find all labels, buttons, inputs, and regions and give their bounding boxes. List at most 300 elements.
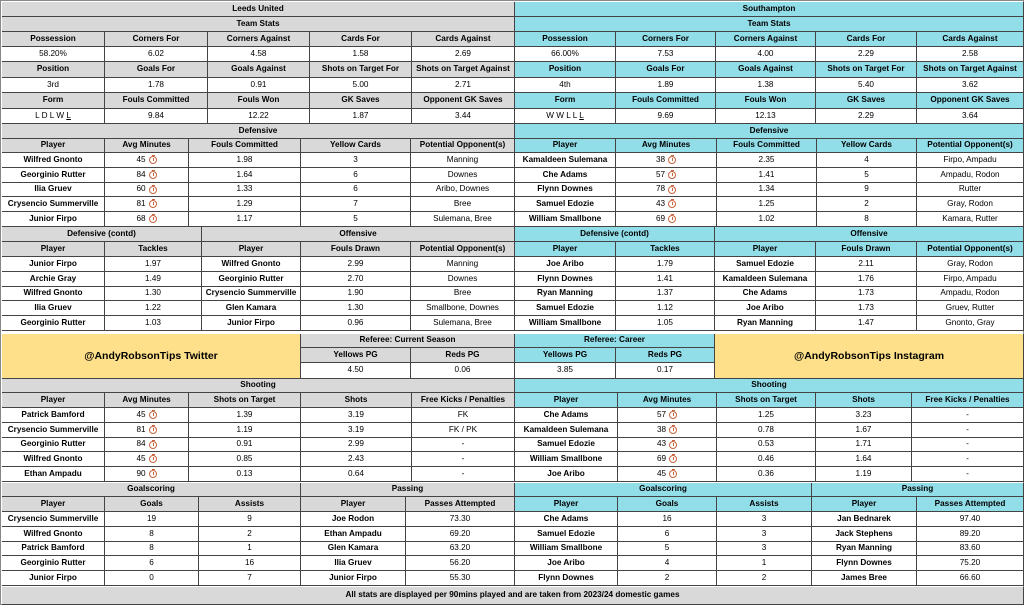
- southampton-shooting-cell: [515, 467, 618, 482]
- leeds-offensive-cell: [411, 316, 515, 331]
- leeds-defensive-cell-text: 1.29: [236, 198, 253, 208]
- leeds-shooting-header: [301, 393, 412, 408]
- leeds-shooting-header: [412, 393, 515, 408]
- southampton-defensive-cell-text: 8: [864, 213, 869, 223]
- leeds-defensive-cell: [2, 197, 105, 212]
- leeds-offensive-cell-text: Smallbone, Downes: [426, 302, 499, 312]
- leeds-stat-header: [208, 62, 310, 78]
- leeds-goalscoring-title: [2, 483, 301, 497]
- southampton-goalscoring-header: [515, 497, 618, 512]
- leeds-passing-cell-text: Ilia Gruev: [334, 557, 372, 567]
- leeds-stat-value: [208, 47, 310, 62]
- leeds-form: [2, 109, 105, 124]
- leeds-offensive-header-text: Fouls Drawn: [330, 243, 381, 253]
- twitter-promo-text: @AndyRobsonTips Twitter: [84, 349, 218, 362]
- referee-header-text: Yellows PG: [542, 349, 588, 359]
- leeds-defensive-cell-text: 6: [353, 184, 358, 194]
- southampton-stat-header-text: Shots on Target For: [827, 64, 905, 74]
- southampton-stat-header-text: Opponent GK Saves: [930, 95, 1010, 105]
- leeds-shooting-cell: [2, 423, 105, 438]
- leeds-shooting-title-text: Shooting: [240, 380, 276, 390]
- southampton-offensive-cell-text: Samuel Edozie: [736, 258, 794, 268]
- leeds-passing-cell-text: Junior Firpo: [329, 572, 377, 582]
- leeds-offensive-cell-text: Glen Kamara: [225, 302, 277, 312]
- stopwatch-icon: [149, 455, 157, 463]
- leeds-shooting-cell: [301, 423, 412, 438]
- southampton-offensive-header-text: Player: [752, 243, 778, 253]
- southampton-defensive-cell-text: 5: [864, 169, 869, 179]
- southampton-stat-value-text: 1.89: [657, 79, 674, 89]
- leeds-stat-header-text: Cards Against: [435, 33, 491, 43]
- leeds-offensive-cell: [202, 287, 301, 301]
- leeds-passing-cell-text: Joe Rodon: [331, 513, 375, 523]
- leeds-offensive-cell-text: 2.99: [347, 258, 364, 268]
- leeds-offensive-cell: [301, 301, 411, 316]
- southampton-offensive-cell-text: 1.73: [858, 288, 874, 298]
- southampton-stat-value-text: 5.40: [858, 79, 874, 89]
- leeds-stat-value-text: 6.02: [148, 48, 164, 58]
- leeds-offensive-cell: [411, 287, 515, 301]
- southampton-defensive-cell-text: Gray, Rodon: [947, 198, 993, 208]
- leeds-offensive-cell-text: 1.30: [347, 302, 364, 312]
- leeds-defensive-cell-text: 6: [353, 169, 358, 179]
- leeds-defensive-cell: [411, 183, 515, 197]
- southampton-def-contd-cell-text: Joe Aribo: [546, 258, 584, 268]
- twitter-promo: [2, 334, 301, 379]
- southampton-stat-header-text: Cards Against: [942, 33, 998, 43]
- leeds-offensive-cell: [411, 272, 515, 287]
- leeds-goalscoring-cell-text: 8: [149, 528, 154, 538]
- leeds-shooting-cell-text: 2.43: [348, 453, 364, 463]
- leeds-defensive-cell-text: 3: [353, 154, 358, 164]
- leeds-offensive-cell-text: Georginio Rutter: [218, 273, 284, 283]
- leeds-offensive-cell: [202, 301, 301, 316]
- leeds-defensive-cell-text: 81: [136, 198, 146, 208]
- leeds-defensive-cell: [301, 153, 411, 168]
- southampton-passing-cell-text: Jack Stephens: [835, 528, 893, 538]
- leeds-defensive-cell: [2, 212, 105, 227]
- leeds-shooting-cell: [105, 467, 189, 482]
- leeds-shooting-header-text: Shots: [344, 394, 368, 404]
- southampton-defensive-header-text: Avg Minutes: [641, 140, 691, 150]
- southampton-defensive-header-text: Player: [552, 140, 578, 150]
- leeds-defensive-header: [301, 139, 411, 153]
- leeds-offensive-cell: [411, 301, 515, 316]
- southampton-defensive-cell: [515, 212, 616, 227]
- southampton-stat-header-text: GK Saves: [846, 95, 886, 105]
- leeds-defensive-cell-text: 5: [353, 213, 358, 223]
- referee-value-text: 4.50: [347, 365, 364, 375]
- southampton-stat-value-text: 2.29: [858, 48, 874, 58]
- southampton-goalscoring-header-text: Player: [553, 498, 579, 508]
- leeds-def-contd-cell: [105, 272, 202, 287]
- southampton-passing-cell-text: 75.20: [959, 557, 981, 567]
- southampton-defensive-cell-text: Ampadu, Rodon: [940, 169, 1000, 179]
- southampton-stat-value-text: 12.13: [755, 110, 776, 120]
- southampton-offensive-cell: [816, 301, 917, 316]
- stopwatch-icon: [149, 156, 157, 164]
- southampton-passing-cell-text: Jan Bednarek: [837, 513, 891, 523]
- southampton-passing-cell-text: Ryan Manning: [836, 543, 892, 553]
- southampton-stat-header: [917, 62, 1024, 78]
- leeds-shooting-cell-text: 0.13: [236, 468, 253, 478]
- leeds-shooting-cell: [189, 408, 301, 423]
- southampton-defensive-cell: [917, 153, 1024, 168]
- southampton-goalscoring-header: [618, 497, 717, 512]
- referee-value-text: 3.85: [557, 365, 573, 375]
- southampton-defensive-cell-text: 9: [864, 184, 869, 194]
- southampton-stat-header-text: Corners For: [642, 33, 689, 43]
- southampton-defensive-header-text: Potential Opponent(s): [927, 140, 1013, 150]
- southampton-offensive-header: [816, 242, 917, 257]
- stopwatch-icon: [149, 215, 157, 223]
- leeds-defensive-cell-text: 84: [136, 169, 146, 179]
- southampton-goalscoring-cell-text: 1: [761, 557, 767, 567]
- southampton-shooting-cell: [816, 438, 912, 452]
- southampton-shooting-header-text: Player: [553, 394, 579, 404]
- leeds-stat-header: [412, 32, 515, 47]
- southampton-defensive-cell: [717, 168, 817, 183]
- leeds-offensive-cell-text: 1.90: [347, 288, 364, 298]
- leeds-stat-value-text: 2.71: [455, 79, 471, 89]
- southampton-offensive-cell: [715, 301, 816, 316]
- leeds-defensive-header: [411, 139, 515, 153]
- southampton-stat-header-text: Possession: [542, 33, 588, 43]
- leeds-defensive-cell-text: 60: [136, 184, 146, 194]
- southampton-shooting-cell-text: 0.78: [758, 424, 774, 434]
- leeds-passing-cell: [406, 571, 515, 586]
- southampton-def-contd-cell: [515, 301, 616, 316]
- leeds-stat-value-text: 2.69: [455, 48, 471, 58]
- southampton-passing-cell-text: 83.60: [959, 543, 981, 553]
- southampton-shooting-cell-text: 3.23: [855, 409, 872, 419]
- leeds-team-stats-title: [2, 17, 515, 32]
- southampton-def-contd-cell-text: Samuel Edozie: [536, 302, 594, 312]
- leeds-stat-value: [105, 109, 208, 124]
- southampton-shooting-cell-text: 1.64: [855, 453, 872, 463]
- leeds-defensive-cell-text: 45: [136, 154, 146, 164]
- leeds-shooting-cell-text: 1.19: [236, 424, 253, 434]
- leeds-goalscoring-header: [199, 497, 301, 512]
- leeds-shooting-cell: [2, 452, 105, 467]
- stopwatch-icon: [669, 426, 677, 434]
- southampton-def-contd-header: [515, 242, 616, 257]
- southampton-team-title-text: Southampton: [742, 3, 796, 13]
- leeds-offensive-cell: [411, 257, 515, 272]
- southampton-defensive-cell: [515, 197, 616, 212]
- leeds-stat-header-text: Shots on Target Against: [416, 64, 510, 74]
- southampton-shooting-cell-text: 1.71: [855, 439, 872, 449]
- leeds-defensive-cell-text: 1.64: [236, 169, 253, 179]
- leeds-shooting-header-text: Shots on Target: [213, 394, 276, 404]
- leeds-shooting-cell-text: 0.64: [348, 468, 364, 478]
- southampton-offensive-cell-text: 1.76: [858, 273, 874, 283]
- leeds-stat-value-text: 1.58: [352, 48, 369, 58]
- leeds-shooting-cell: [412, 423, 515, 438]
- southampton-shooting-cell: [717, 408, 816, 423]
- southampton-goalscoring-cell: [717, 556, 812, 571]
- leeds-offensive-header: [411, 242, 515, 257]
- leeds-defensive-header-text: Potential Opponent(s): [419, 140, 506, 150]
- southampton-offensive-cell: [917, 316, 1024, 331]
- southampton-goalscoring-cell-text: William Smallbone: [529, 543, 603, 553]
- leeds-def-contd-cell-text: 1.97: [145, 258, 161, 268]
- leeds-defensive-cell-text: Aribo, Downes: [435, 184, 490, 194]
- southampton-shooting-cell: [515, 423, 618, 438]
- leeds-defensive-title-text: Defensive: [238, 125, 278, 135]
- southampton-goalscoring-cell-text: 16: [662, 513, 672, 523]
- southampton-passing-cell: [812, 527, 917, 542]
- leeds-stat-header: [2, 62, 105, 78]
- stopwatch-icon: [149, 411, 157, 419]
- southampton-shooting-cell: [816, 408, 912, 423]
- southampton-def-contd-title-text: Defensive (contd): [580, 228, 649, 238]
- leeds-goalscoring-header-text: Assists: [234, 498, 265, 508]
- southampton-goalscoring-cell: [515, 542, 618, 556]
- southampton-defensive-header: [616, 139, 717, 153]
- leeds-shooting-cell-text: 0.91: [236, 439, 253, 449]
- leeds-def-contd-header: [105, 242, 202, 257]
- southampton-shooting-cell-text: 0.46: [758, 453, 774, 463]
- leeds-stat-header: [208, 93, 310, 109]
- leeds-offensive-cell: [301, 272, 411, 287]
- southampton-goalscoring-cell-text: Joe Aribo: [547, 557, 585, 567]
- southampton-passing-cell: [812, 542, 917, 556]
- leeds-stat-value-text: 9.84: [148, 110, 164, 120]
- southampton-defensive-cell-text: 1.41: [758, 169, 775, 179]
- referee-value: [515, 363, 616, 379]
- southampton-defensive-cell: [917, 168, 1024, 183]
- southampton-shooting-header: [912, 393, 1024, 408]
- southampton-stat-value-text: 1.38: [757, 79, 774, 89]
- southampton-stat-value: [917, 109, 1024, 124]
- stopwatch-icon: [668, 215, 676, 223]
- southampton-goalscoring-cell-text: 4: [664, 557, 670, 567]
- leeds-stat-value: [310, 47, 412, 62]
- leeds-offensive-cell-text: Wilfred Gnonto: [221, 258, 281, 268]
- leeds-offensive-header: [301, 242, 411, 257]
- leeds-goalscoring-header-text: Goals: [140, 498, 163, 508]
- leeds-shooting-cell: [412, 408, 515, 423]
- southampton-stat-value-text: 3.64: [962, 110, 978, 120]
- southampton-team-stats-title-text: Team Stats: [747, 18, 791, 28]
- leeds-shooting-cell-text: Patrick Bamford: [21, 409, 85, 419]
- southampton-shooting-cell: [618, 452, 717, 467]
- southampton-goalscoring-cell: [618, 527, 717, 542]
- leeds-shooting-cell-text: -: [461, 453, 465, 463]
- leeds-defensive-cell-text: 1.33: [236, 184, 253, 194]
- leeds-goalscoring-cell-text: Wilfred Gnonto: [23, 528, 83, 538]
- southampton-stat-header-text: Form: [554, 95, 576, 105]
- southampton-offensive-cell: [816, 316, 917, 331]
- leeds-goalscoring-cell-text: 0: [149, 572, 154, 582]
- southampton-stat-value-text: 9.69: [657, 110, 674, 120]
- southampton-passing-cell-text: 97.40: [959, 513, 981, 523]
- southampton-offensive-header-text: Fouls Drawn: [841, 243, 891, 253]
- southampton-stat-header: [515, 62, 616, 78]
- southampton-stat-value: [917, 78, 1024, 93]
- southampton-stat-header-text: Cards For: [846, 33, 886, 43]
- southampton-def-contd-cell-text: 1.12: [657, 302, 673, 312]
- southampton-goalscoring-cell-text: Che Adams: [543, 513, 589, 523]
- leeds-defensive-cell: [301, 168, 411, 183]
- stopwatch-icon: [149, 470, 157, 478]
- leeds-shooting-cell-text: FK: [457, 409, 469, 419]
- leeds-passing-cell-text: Glen Kamara: [327, 543, 379, 553]
- southampton-passing-cell: [812, 556, 917, 571]
- stopwatch-icon: [149, 426, 157, 434]
- southampton-defensive-cell: [817, 197, 917, 212]
- southampton-stat-header-text: Corners Against: [733, 33, 798, 43]
- leeds-def-contd-title-text: Defensive (contd): [67, 228, 136, 238]
- southampton-offensive-cell-text: Joe Aribo: [746, 302, 784, 312]
- leeds-stat-value: [412, 47, 515, 62]
- southampton-stat-header: [816, 93, 917, 109]
- leeds-defensive-cell-text: Manning: [446, 154, 479, 164]
- leeds-shooting-cell-text: Georginio Rutter: [20, 439, 86, 449]
- leeds-shooting-cell-text: 3.19: [348, 409, 364, 419]
- leeds-shooting-header-text: Player: [40, 394, 66, 404]
- leeds-goalscoring-cell: [2, 571, 105, 586]
- southampton-defensive-header-text: Yellow Cards: [841, 140, 892, 150]
- southampton-passing-header-text: Passes Attempted: [934, 498, 1006, 508]
- leeds-def-contd-title: [2, 227, 202, 242]
- southampton-offensive-cell: [816, 272, 917, 287]
- southampton-defensive-cell: [515, 168, 616, 183]
- leeds-shooting-cell: [2, 438, 105, 452]
- leeds-passing-cell: [301, 542, 406, 556]
- leeds-offensive-header: [202, 242, 301, 257]
- referee-value: [616, 363, 715, 379]
- southampton-defensive-cell-text: 78: [655, 184, 666, 194]
- southampton-def-contd-cell: [515, 257, 616, 272]
- leeds-defensive-header: [105, 139, 189, 153]
- leeds-passing-header: [301, 497, 406, 512]
- leeds-passing-header-text: Player: [340, 498, 366, 508]
- leeds-defensive-cell-text: Junior Firpo: [29, 213, 77, 223]
- leeds-shooting-cell: [301, 452, 412, 467]
- southampton-stat-header: [917, 32, 1024, 47]
- referee-header: [301, 348, 411, 363]
- southampton-defensive-cell-text: 69: [655, 213, 666, 223]
- southampton-offensive-cell-text: Ryan Manning: [737, 317, 793, 327]
- leeds-offensive-cell: [301, 316, 411, 331]
- southampton-stat-header-text: Goals For: [646, 64, 685, 74]
- stopwatch-icon: [669, 441, 677, 449]
- leeds-defensive-cell: [105, 212, 189, 227]
- southampton-passing-header-text: Player: [851, 498, 877, 508]
- southampton-defensive-cell-text: 1.34: [758, 184, 775, 194]
- leeds-offensive-cell-text: 2.70: [347, 273, 364, 283]
- southampton-shooting-cell: [717, 467, 816, 482]
- southampton-offensive-cell: [816, 257, 917, 272]
- leeds-stat-value-text: 12.22: [248, 110, 269, 120]
- southampton-offensive-title-text: Offensive: [850, 228, 888, 238]
- stopwatch-icon: [149, 441, 157, 449]
- southampton-defensive-title: [515, 124, 1024, 139]
- leeds-offensive-header-text: Player: [238, 243, 264, 253]
- leeds-def-contd-cell-text: Georginio Rutter: [20, 317, 86, 327]
- leeds-stat-value: [310, 78, 412, 93]
- southampton-shooting-header-text: Shots: [852, 394, 875, 404]
- leeds-offensive-cell-text: Junior Firpo: [227, 317, 275, 327]
- southampton-goalscoring-cell-text: 3: [761, 543, 767, 553]
- leeds-stat-header-text: Form: [42, 95, 64, 105]
- southampton-defensive-cell-text: 2: [864, 198, 869, 208]
- southampton-shooting-cell: [816, 467, 912, 482]
- leeds-goalscoring-cell: [105, 527, 199, 542]
- leeds-shooting-cell: [105, 438, 189, 452]
- southampton-stat-value: [616, 109, 716, 124]
- southampton-offensive-cell: [917, 287, 1024, 301]
- southampton-shooting-cell: [912, 423, 1024, 438]
- leeds-goalscoring-cell: [105, 542, 199, 556]
- leeds-offensive-cell: [301, 287, 411, 301]
- southampton-defensive-cell: [717, 197, 817, 212]
- leeds-stat-value-text: 4.58: [250, 48, 267, 58]
- southampton-shooting-cell: [717, 423, 816, 438]
- leeds-shooting-cell-text: 45: [136, 453, 146, 463]
- southampton-defensive-cell: [616, 183, 717, 197]
- southampton-stat-header: [816, 32, 917, 47]
- leeds-def-contd-cell-text: Archie Gray: [29, 273, 77, 283]
- leeds-offensive-title-text: Offensive: [339, 228, 377, 238]
- leeds-def-contd-cell-text: Junior Firpo: [29, 258, 77, 268]
- southampton-passing-cell: [812, 571, 917, 586]
- leeds-defensive-cell-text: Crysencio Summerville: [7, 198, 99, 208]
- southampton-team-stats-title: [515, 17, 1024, 32]
- leeds-stat-value-text: 3.44: [455, 110, 471, 120]
- leeds-goalscoring-cell: [199, 512, 301, 527]
- leeds-defensive-cell: [411, 197, 515, 212]
- southampton-offensive-title: [715, 227, 1024, 242]
- southampton-offensive-header: [917, 242, 1024, 257]
- southampton-goalscoring-cell: [515, 512, 618, 527]
- southampton-stat-value-text: 4th: [559, 79, 571, 89]
- southampton-passing-cell: [917, 512, 1024, 527]
- leeds-shooting-cell: [189, 452, 301, 467]
- southampton-defensive-cell-text: Rutter: [958, 184, 982, 194]
- leeds-defensive-cell: [2, 168, 105, 183]
- leeds-goalscoring-cell-text: Crysencio Summerville: [7, 513, 99, 523]
- southampton-def-contd-cell: [616, 316, 715, 331]
- leeds-def-contd-cell: [2, 287, 105, 301]
- southampton-shooting-cell-text: 1.25: [758, 409, 774, 419]
- leeds-def-contd-cell-text: 1.30: [145, 288, 161, 298]
- southampton-stat-header: [716, 62, 816, 78]
- leeds-goalscoring-header: [2, 497, 105, 512]
- southampton-shooting-title-text: Shooting: [751, 380, 787, 390]
- leeds-goalscoring-cell: [2, 512, 105, 527]
- leeds-shooting-cell: [412, 452, 515, 467]
- southampton-offensive-cell-text: Firpo, Ampadu: [943, 273, 997, 283]
- referee-value-text: 0.17: [657, 365, 673, 375]
- referee-header: [515, 348, 616, 363]
- stopwatch-icon: [668, 186, 676, 194]
- leeds-def-contd-header: [2, 242, 105, 257]
- referee-header: [411, 348, 515, 363]
- leeds-shooting-cell: [301, 408, 412, 423]
- leeds-def-contd-header-text: Tackles: [138, 243, 168, 253]
- southampton-defensive-cell-text: 57: [655, 169, 666, 179]
- southampton-goalscoring-cell-text: 6: [664, 528, 670, 538]
- leeds-shooting-header-text: Free Kicks / Penalties: [420, 394, 506, 404]
- leeds-shooting-header: [105, 393, 189, 408]
- southampton-defensive-title-text: Defensive: [749, 125, 789, 135]
- southampton-shooting-cell: [816, 452, 912, 467]
- southampton-goalscoring-cell-text: 3: [761, 528, 767, 538]
- southampton-shooting-header-text: Avg Minutes: [642, 394, 692, 404]
